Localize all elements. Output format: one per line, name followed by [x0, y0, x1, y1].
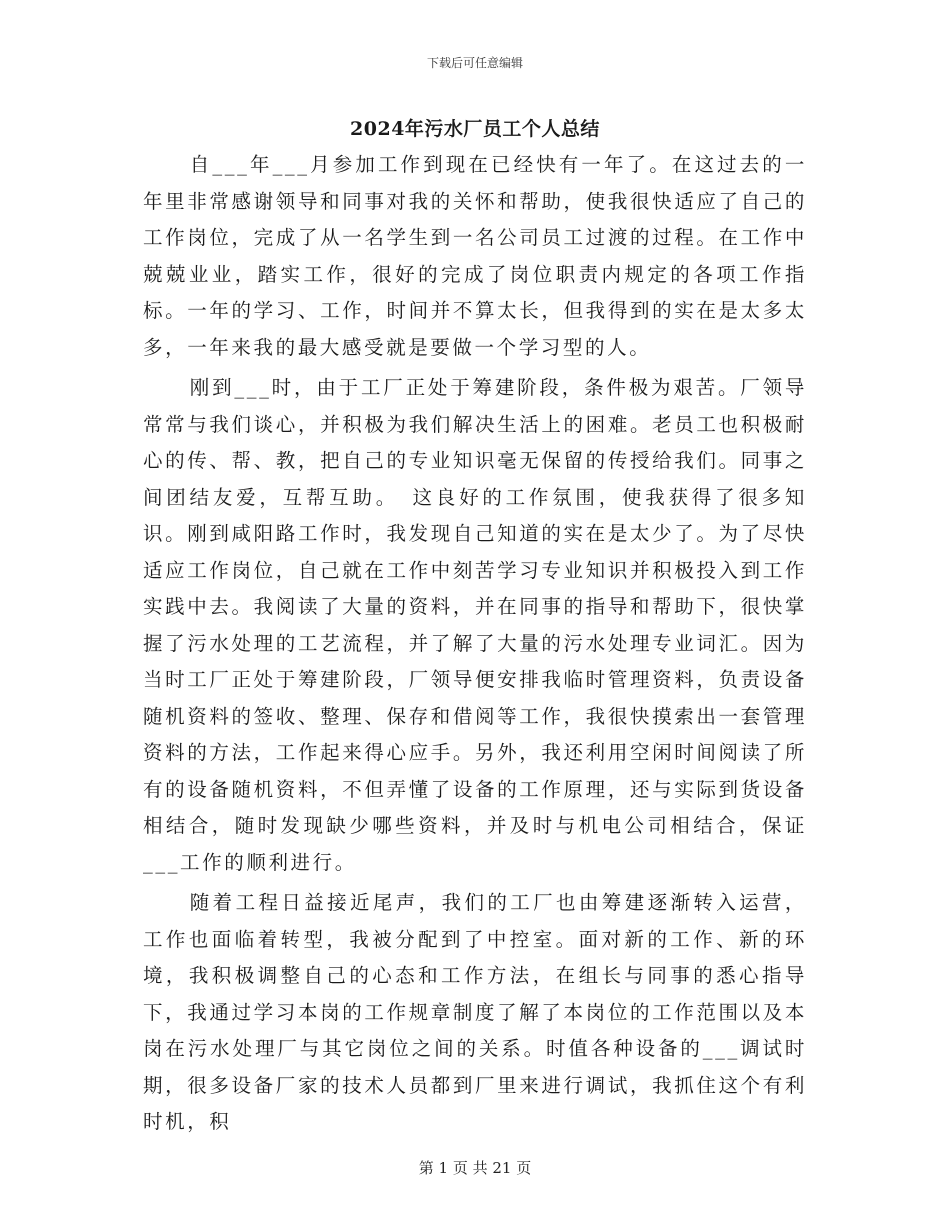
document-title: 2024年污水厂员工个人总结 [350, 118, 600, 140]
paragraph-3: 随着工程日益接近尾声，我们的工厂也由筹建逐渐转入运营，工作也面临着转型，我被分配到了中控室。面对新的工作、新的环境，我积极调整自己的心态和工作方法，在组长与同事的悉心指导下，我通过学习本岗的工作规章制度了解了本岗位的工作范围以及本岗在污水处理厂与其它岗位之间的关系。时值各种设备的___调试时期，很多设备厂家的技术人员都到厂里来进行调试，我抓住这个有利时机，积 [143, 891, 807, 1133]
document-body [143, 147, 807, 1141]
page-header-note: 下载后可任意编辑 [426, 56, 523, 70]
paragraph-1: 自___年___月参加工作到现在已经快有一年了。在这过去的一年里非常感谢领导和同事对我的关怀和帮助，使我很快适应了自己的工作岗位，完成了从一名学生到一名公司员工过渡的过程。在工作中兢兢业业，踏实工作，很好的完成了岗位职责内规定的各项工作指标。一年的学习、工作，时间并不算太长，但我得到的实在是太多太多，一年来我的最大感受就是要做一个学习型的人。 [143, 153, 807, 359]
paragraph-2: 刚到___时，由于工厂正处于筹建阶段，条件极为艰苦。厂领导常常与我们谈心，并积极为我们解决生活上的困难。老员工也积极耐心的传、帮、教，把自己的专业知识毫无保留的传授给我们。同事之间团结友爱，互帮互助。 这良好的工作氛围，使我获得了很多知识。刚到咸阳路工作时，我发现自己知道的实在是太少了。为了尽快适应工作岗位，自己就在工作中刻苦学习专业知识并积极投入到工作实践中去。我阅读了大量的资料，并在同事的指导和帮助下，很快掌握了污水处理的工艺流程，并了解了大量的污水处理专业词汇。因为当时工厂正处于筹建阶段，厂领导便安排我临时管理资料，负责设备随机资料的签收、整理、保存和借阅等工作，我很快摸索出一套管理资料的方法，工作起来得心应手。另外，我还利用空闲时间阅读了所有的设备随机资料，不但弄懂了设备的工作原理，还与实际到货设备相结合，随时发现缺少哪些资料，并及时与机电公司相结合，保证___工作的顺利进行。 [143, 376, 807, 874]
page-number: 第 1 页 共 21 页 [418, 1159, 532, 1177]
